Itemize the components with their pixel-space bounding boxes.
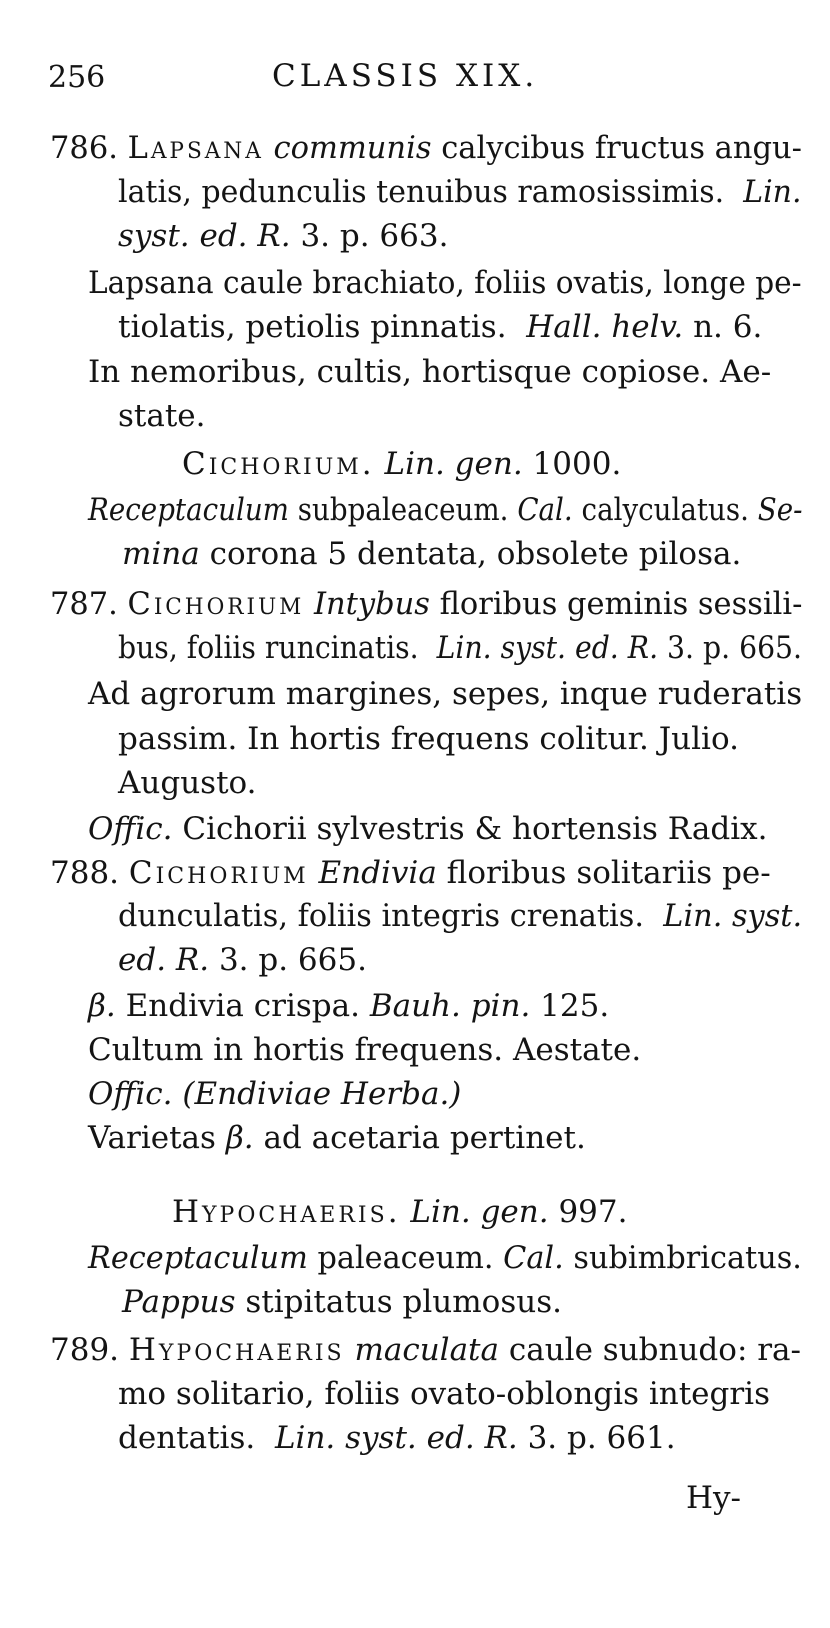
species-name: Endivia [318,855,437,891]
reference-page: 3. p. 663. [300,218,449,254]
entry-number: 786. [50,130,118,166]
entry-786-line-3 [118,216,448,256]
habitat-line: Cultum in hortis frequens. Aestate. [88,1032,642,1068]
variety-line: β. Endivia crispa. Bauh. pin. 125. [88,988,610,1024]
reference: syst. ed. R. [118,218,291,254]
species-name: Intybus [313,586,430,622]
reference: Bauh. pin. [369,988,531,1024]
reference: Lin. gen. [384,446,523,482]
habitat-line-1: Ad agrorum margines, sepes, inque ruderatis [88,676,803,712]
entry-789-line-2: mo solitario, foliis ovato-oblongis integris [118,1376,770,1412]
entry-788-line-3: ed. R. 3. p. 665. [118,942,367,978]
species-name: communis [273,130,432,166]
entry-789-line-3: dentatis. Lin. syst. ed. R. 3. p. 661. [118,1420,676,1456]
entry-787-line-2: bus, foliis runcinatis. Lin. syst. ed. R. 3. p. 665. [118,630,803,666]
synonym-line-1: Lapsana caule brachiato, foliis ovatis, longe pe- [88,265,802,301]
page-number: 256 [48,60,106,95]
diagnosis-text: latis, pedunculis tenuibus ramosissimis. [118,174,725,210]
diagnosis-text: floribus solitariis pe- [446,855,771,891]
variety-mark: β. [88,988,116,1024]
genus-number: 1000. [532,446,622,482]
reference: Lin. [743,174,802,210]
genus-name: Hypochaeris. [172,1194,401,1230]
genus-heading-cichorium [182,444,621,484]
genus-name: Cichorium [127,586,305,622]
genus-name: Cichorium. [182,446,375,482]
genus-name: Cichorium [128,855,309,891]
entry-number: 789. [50,1332,120,1368]
entry-787-line-1 [50,584,802,624]
entry-786-line-1 [50,128,802,168]
species-name: maculata [354,1332,499,1368]
entry-789-line-1 [50,1330,801,1370]
reference: Lin. gen. [410,1194,549,1230]
entry-786-line-2 [118,172,801,212]
genus-character-line-1: Receptaculum paleaceum. Cal. subimbricatus. [88,1240,802,1276]
diagnosis-text: calycibus fructus angu- [441,130,803,166]
genus-name: Lapsana [127,130,264,166]
genus-name: Hypochaeris [128,1332,345,1368]
reference: ed. R. [118,942,210,978]
genus-character-line-2: Pappus stipitatus plumosus. [122,1284,562,1320]
reference: Lin. syst. ed. R. [436,630,659,666]
reference: Lin. syst. [663,898,803,934]
catchword: Hy- [686,1480,742,1516]
entry-number: 787. [50,586,118,622]
habitat-line-3: Augusto. [118,765,257,801]
entry-788-line-2: dunculatis, foliis integris crenatis. Lin. syst. [118,898,803,934]
reference: Lin. syst. ed. R. [274,1420,518,1456]
entry-number: 788. [50,855,120,891]
diagnosis-text: floribus geminis sessili- [439,586,803,622]
genus-character-line-2: mina corona 5 dentata, obsolete pilosa. [122,536,742,572]
genus-number: 997. [558,1194,628,1230]
running-title: CLASSIS XIX. [272,58,539,94]
synonym-line-2: tiolatis, petiolis pinnatis. Hall. helv. n. 6. [118,309,763,345]
diagnosis-text: caule subnudo: ra- [508,1332,802,1368]
habitat-line-1: In nemoribus, cultis, hortisque copiose. Ae- [88,354,772,390]
officinal-line: Offic. Cichorii sylvestris & hortensis Radix. [88,811,768,847]
genus-heading-hypochaeris [172,1192,627,1232]
entry-788-line-1 [50,853,771,893]
reference: Hall. helv. [526,309,684,345]
variety-note: Varietas β. ad acetaria pertinet. [88,1120,586,1156]
officinal-line: Offic. (Endiviae Herba.) [88,1076,462,1112]
habitat-line-2: passim. In hortis frequens colitur. Julio. [118,721,739,757]
genus-character-line-1: Receptaculum subpaleaceum. Cal. calyculatus. Se- [88,492,803,528]
habitat-line-2: state. [118,398,206,434]
